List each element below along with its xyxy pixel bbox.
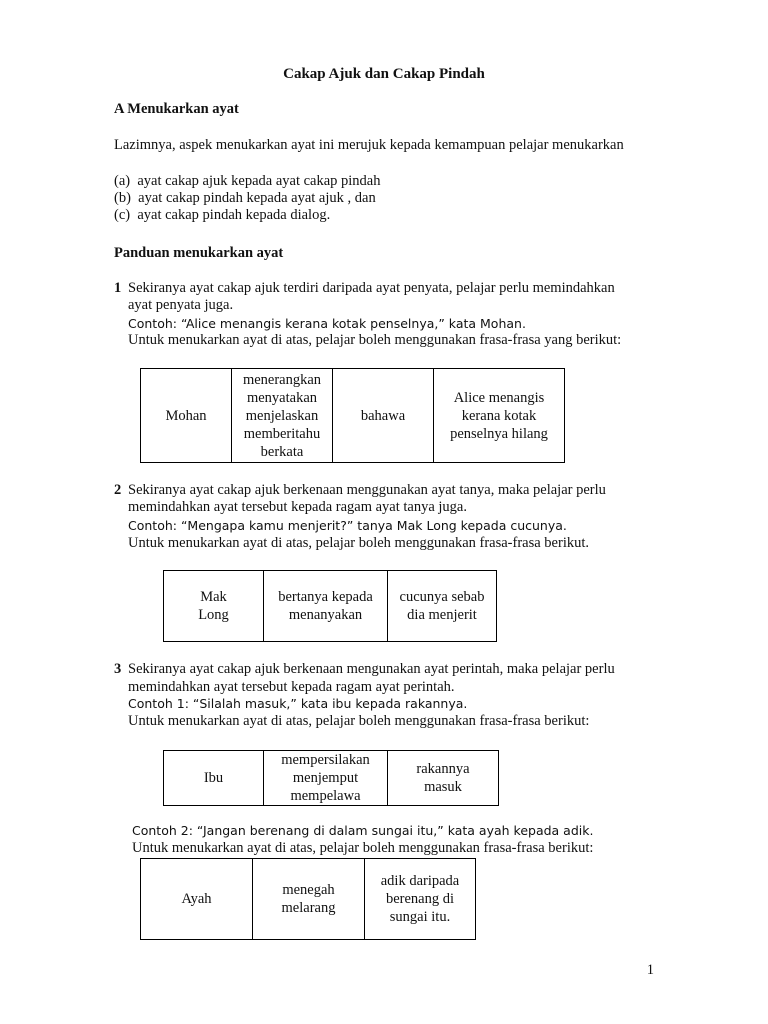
instruction-text: Untuk menukarkan ayat di atas, pelajar boleh menggunakan frasa-frasa berikut: <box>128 713 590 729</box>
table-cell: bahawa <box>333 369 434 463</box>
item-line: ayat penyata juga. <box>128 297 234 313</box>
table-cell: adik daripada berenang di sungai itu. <box>365 859 476 940</box>
table-row <box>164 571 497 642</box>
page-number: 1 <box>646 962 654 978</box>
item-line: memindahkan ayat tersebut kepada ragam ayat perintah. <box>128 679 455 695</box>
example-sentence: Contoh 2: “Jangan berenang di dalam sungai itu,” kata ayah kepada adik. <box>132 823 594 838</box>
list-item-a <box>114 173 381 190</box>
page-title: Cakap Ajuk dan Cakap Pindah <box>283 66 485 82</box>
table-row <box>141 369 565 463</box>
list-label: (a) <box>114 173 131 189</box>
item-line: Sekiranya ayat cakap ajuk terdiri daripada ayat penyata, pelajar perlu memindahkan <box>128 280 615 296</box>
phrase-table-4 <box>140 858 476 940</box>
example-sentence: Contoh: “Mengapa kamu menjerit?” tanya Mak Long kepada cucunya. <box>128 518 567 533</box>
intro-text: Lazimnya, aspek menukarkan ayat ini merujuk kepada kemampuan pelajar menukarkan <box>114 137 624 153</box>
list-text: ayat cakap pindah kepada ayat ajuk , dan <box>138 190 376 206</box>
example-sentence: Contoh 1: “Silalah masuk,” kata ibu kepada rakannya. <box>128 696 468 711</box>
section-a-heading: A Menukarkan ayat <box>114 101 239 117</box>
panduan-heading: Panduan menukarkan ayat <box>114 245 284 261</box>
example-sentence: Contoh: “Alice menangis kerana kotak penselnya,” kata Mohan. <box>128 316 526 331</box>
table-row <box>164 751 499 806</box>
table-cell: bertanya kepada menanyakan <box>264 571 388 642</box>
phrase-table-2 <box>163 570 497 642</box>
item-line: memindahkan ayat tersebut kepada ragam ayat tanya juga. <box>128 499 467 515</box>
list-label: (c) <box>114 207 131 223</box>
list-item-c <box>114 207 330 224</box>
table-cell: cucunya sebab dia menjerit <box>388 571 497 642</box>
table-cell: Ayah <box>141 859 253 940</box>
list-text: ayat cakap pindah kepada dialog. <box>137 207 331 223</box>
phrase-table-3 <box>163 750 499 806</box>
table-cell: menerangkan menyatakan menjelaskan memberitahu berkata <box>232 369 333 463</box>
table-cell: menegah melarang <box>253 859 365 940</box>
table-cell: mempersilakan menjemput mempelawa <box>264 751 388 806</box>
instruction-text: Untuk menukarkan ayat di atas, pelajar boleh menggunakan frasa-frasa yang berikut: <box>128 332 622 348</box>
table-cell: rakannya masuk <box>388 751 499 806</box>
item-number: 1 <box>114 280 122 296</box>
item-number: 3 <box>114 661 122 677</box>
table-row <box>141 859 476 940</box>
item-number: 2 <box>114 482 122 498</box>
item-line: Sekiranya ayat cakap ajuk berkenaan mengunakan ayat perintah, maka pelajar perlu <box>128 661 615 677</box>
list-item-b <box>114 190 376 207</box>
table-cell: Mohan <box>141 369 232 463</box>
list-label: (b) <box>114 190 131 206</box>
phrase-table-1 <box>140 368 565 463</box>
instruction-text: Untuk menukarkan ayat di atas, pelajar boleh menggunakan frasa-frasa berikut. <box>128 535 589 551</box>
instruction-text: Untuk menukarkan ayat di atas, pelajar boleh menggunakan frasa-frasa berikut: <box>132 840 594 856</box>
table-cell: Alice menangis kerana kotak penselnya hilang <box>434 369 565 463</box>
list-text: ayat cakap ajuk kepada ayat cakap pindah <box>137 173 381 189</box>
table-cell: Ibu <box>164 751 264 806</box>
table-cell: Mak Long <box>164 571 264 642</box>
item-line: Sekiranya ayat cakap ajuk berkenaan menggunakan ayat tanya, maka pelajar perlu <box>128 482 606 498</box>
